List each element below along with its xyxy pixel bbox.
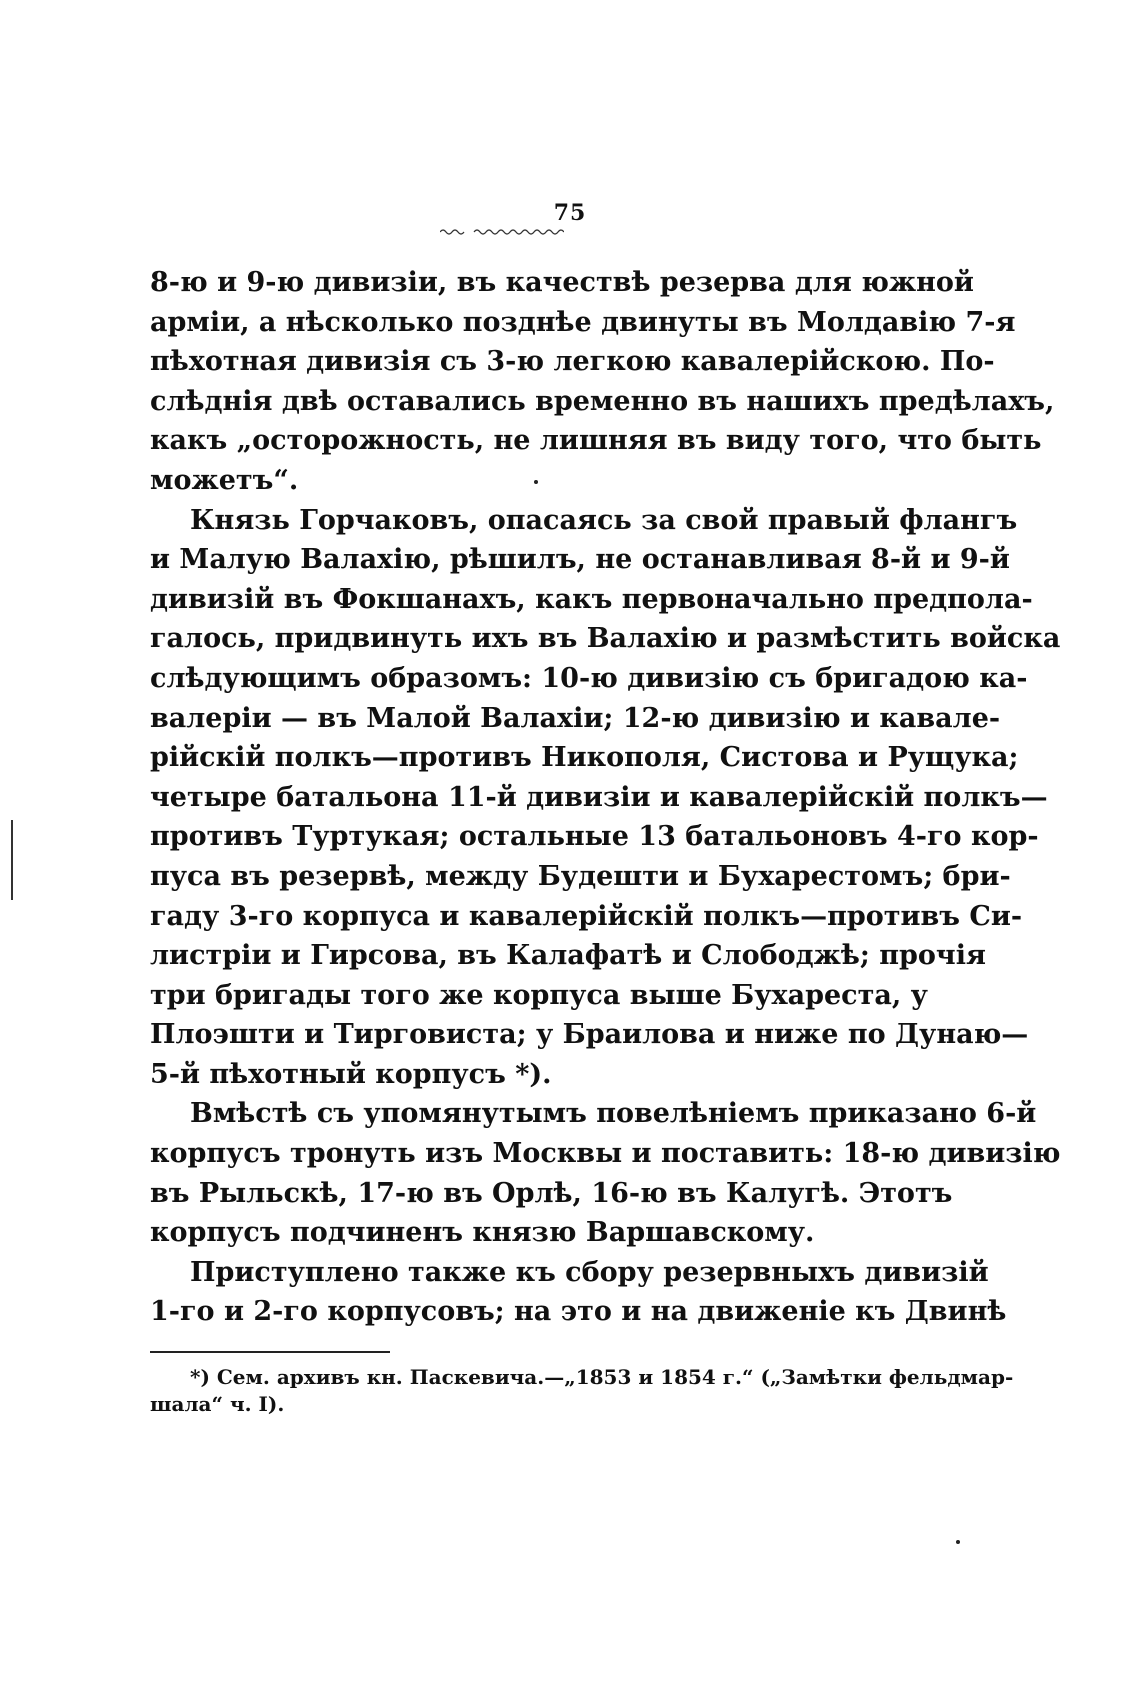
text-line: арміи, а нѣсколько позднѣе двинуты въ Молдавію 7-я (150, 306, 1016, 338)
footnote (150, 1364, 1014, 1418)
text-line: дивизій въ Фокшанахъ, какъ первоначально предпола- (150, 583, 1033, 615)
text-line: корпусъ подчиненъ князю Варшавскому. (150, 1217, 815, 1249)
text-line: Приступлено также къ сбору резервныхъ дивизій (190, 1256, 989, 1288)
text-line: листріи и Гирсова, въ Калафатѣ и Слободжѣ; прочія (150, 940, 986, 972)
text-line: въ Рыльскѣ, 17-ю въ Орлѣ, 16-ю въ Калугѣ. Этотъ (150, 1177, 953, 1209)
page-number: 75 (553, 200, 587, 226)
text-line: можетъ“. (150, 464, 299, 496)
text-line: валеріи — въ Малой Валахіи; 12-ю дивизію и кавале- (150, 702, 1001, 734)
text-line: Плоэшти и Тирговиста; у Браилова и ниже по Дунаю— (150, 1019, 1029, 1051)
text-line: гаду 3-го корпуса и кавалерійскій полкъ—противъ Си- (150, 900, 1023, 932)
text-line: 8-ю и 9-ю дивизіи, въ качествѣ резерва для южной (150, 267, 974, 298)
text-line: четыре батальона 11-й дивизіи и кавалерійскій полкъ— (150, 781, 1048, 813)
text-line: слѣднія двѣ оставались временно въ нашихъ предѣлахъ, (150, 385, 1055, 417)
text-line: и Малую Валахію, рѣшилъ, не останавливая 8-й и 9-й (150, 544, 1010, 576)
text-line: 1-го и 2-го корпусовъ; на это и на движеніе къ Двинѣ (150, 1296, 1007, 1328)
text-line: противъ Туртукая; остальные 13 батальоновъ 4-го кор- (150, 821, 1039, 853)
text-line: пѣхотная дивизія съ 3-ю легкою кавалерійскою. По- (150, 346, 995, 378)
paragraph-3 (150, 1094, 1061, 1252)
text-line: Вмѣстѣ съ упомянутымъ повелѣніемъ приказано 6-й (190, 1098, 1037, 1130)
footnote-divider (150, 1351, 390, 1353)
text-line: пуса въ резервѣ, между Будешти и Бухарестомъ; бри- (150, 860, 1011, 892)
page-number-ornament (440, 227, 564, 235)
text-line: три бригады того же корпуса выше Бухареста, у (150, 979, 928, 1011)
body-text (150, 263, 1061, 1332)
margin-scan-mark (11, 820, 13, 900)
text-line: рійскій полкъ—противъ Никополя, Систова и Рущука; (150, 742, 1019, 774)
text-line: Князь Горчаковъ, опасаясь за свой правый флангъ (190, 504, 1018, 536)
speck-mark (956, 1540, 960, 1544)
text-line: какъ „осторожность, не лишняя въ виду того, что быть (150, 425, 1042, 457)
text-line: галось, придвинуть ихъ въ Валахію и размѣстить войска (150, 623, 1061, 655)
paragraph-2 (150, 501, 1061, 1095)
text-line: корпусъ тронуть изъ Москвы и поставить: 18-ю дивизію (150, 1138, 1061, 1170)
paragraph-1 (150, 263, 1055, 501)
speck-mark (534, 480, 538, 484)
footnote-line: *) Сем. архивъ кн. Паскевича.—„1853 и 1854 г.“ („Замѣтки фельдмар- (190, 1365, 1014, 1389)
paragraph-4 (150, 1253, 1007, 1332)
footnote-line: шала“ ч. I). (150, 1392, 285, 1416)
text-line: слѣдующимъ образомъ: 10-ю дивизію съ бригадою ка- (150, 662, 1028, 694)
text-line: 5-й пѣхотный корпусъ *). (150, 1058, 552, 1090)
